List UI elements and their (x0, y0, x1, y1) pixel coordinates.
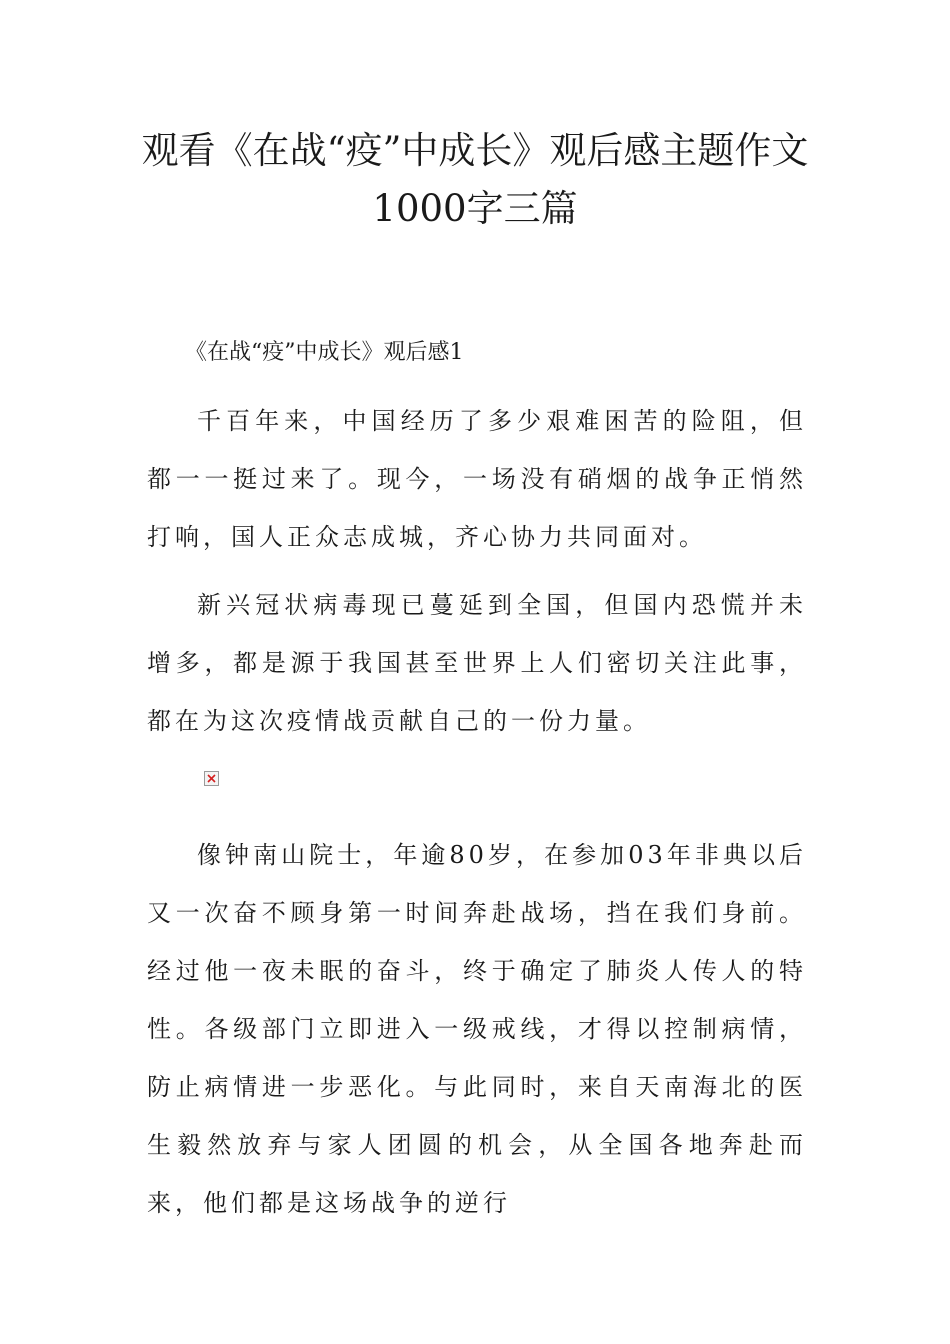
paragraph-2: 新兴冠状病毒现已蔓延到全国，但国内恐慌并未增多，都是源于我国甚至世界上人们密切关注此事，都在为这次疫情战贡献自己的一份力量。 (147, 591, 807, 735)
broken-image-icon (204, 771, 219, 786)
document-title: 观看《在战“疫”中成长》观后感主题作文1000字三篇 (141, 129, 809, 230)
paragraph-3: 像钟南山院士，年逾80岁，在参加03年非典以后又一次奋不顾身第一时间奔赴战场，挡在我们身前。经过他一夜未眠的奋斗，终于确定了肺炎人传人的特性。各级部门立即进入一级戒线，才得以控制病情，防止病情进一步恶化。与此同时，来自天南海北的医生毅然放弃与家人团圆的机会，从全国各地奔赴而来，他们都是这场战争的逆行 (147, 841, 807, 1217)
section-heading: 《在战“疫”中成长》观后感1 (185, 340, 464, 365)
paragraph-1: 千百年来，中国经历了多少艰难困苦的险阻，但都一一挺过来了。现今，一场没有硝烟的战争正悄然打响，国人正众志成城，齐心协力共同面对。 (147, 407, 807, 551)
broken-image-x-mark (207, 774, 216, 783)
